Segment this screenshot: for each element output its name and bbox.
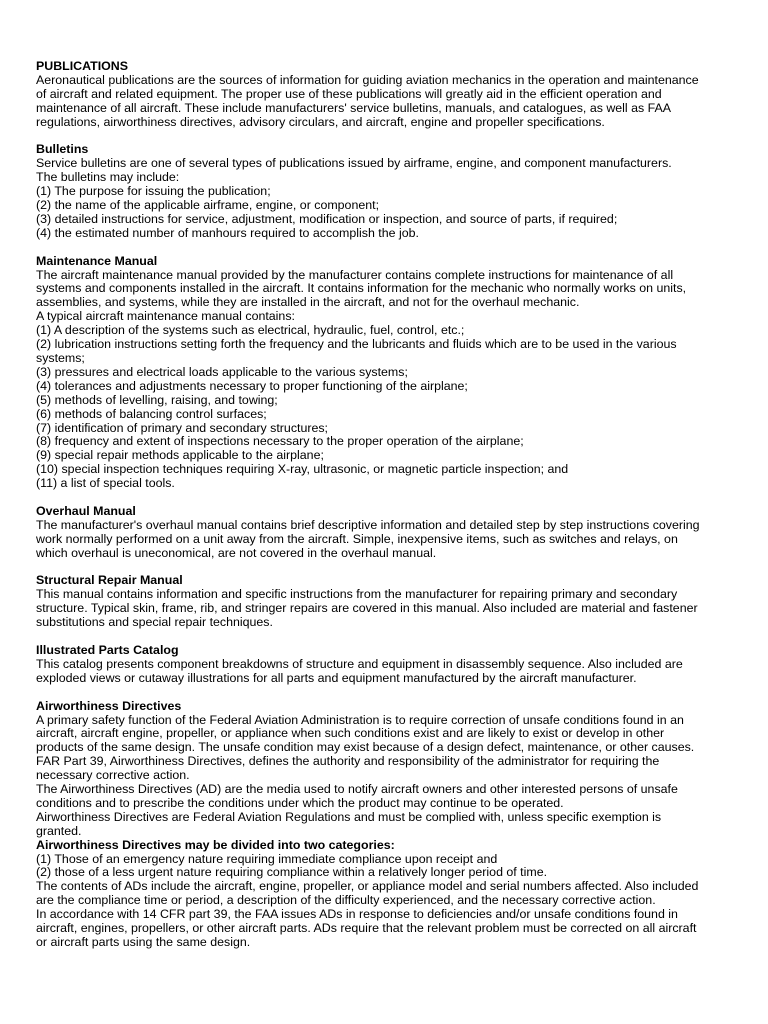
- list-item: (6) methods of balancing control surfaces;: [36, 406, 267, 421]
- body-line: granted.: [36, 823, 82, 838]
- body-line: In accordance with 14 CFR part 39, the FAA issues ADs in response to deficiencies and/or unsafe conditions found in: [36, 907, 678, 922]
- section-illustrated-parts-catalog: [36, 644, 736, 686]
- body-line: maintenance of all aircraft. These include manufacturers' service bulletins, manuals, and catalogues, as well as FAA: [36, 100, 672, 115]
- body-line: which overhaul is uneconomical, are not covered in the overhaul manual.: [36, 545, 437, 560]
- body-line: Airworthiness Directives are Federal Aviation Regulations and must be complied with, unless specific exemption is: [36, 809, 662, 824]
- body-line: regulations, airworthiness directives, advisory circulars, and aircraft, engine and propeller specifications.: [36, 114, 605, 129]
- section-heading: PUBLICATIONS: [36, 59, 129, 73]
- body-line: Service bulletins are one of several types of publications issued by airframe, engine, and component manufacturers.: [36, 156, 672, 171]
- body-line: The manufacturer's overhaul manual contains brief descriptive information and detailed step by step instructions covering: [36, 517, 700, 532]
- list-item: (10) special inspection techniques requiring X-ray, ultrasonic, or magnetic particle inspection; and: [36, 462, 569, 477]
- body-line: exploded views or cutaway illustrations for all parts and equipment manufactured by the aircraft manufacturer.: [36, 670, 637, 685]
- section-heading: Airworthiness Directives: [36, 698, 182, 713]
- body-line: work normally performed on a unit away from the aircraft. Simple, inexpensive items, such as switches and relays, on: [36, 531, 678, 546]
- body-line: conditions and to prescribe the conditions under which the product may continue to be operated.: [36, 795, 564, 810]
- body-line: are the compliance time or period, a description of the difficulty experienced, and the necessary corrective action.: [36, 893, 656, 908]
- body-line: aircraft, engines, propellers, or other aircraft parts. ADs require that the relevant problem must be corrected on all aircraft: [36, 921, 697, 936]
- section-publications: [36, 60, 736, 130]
- list-item: (2) the name of the applicable airframe, engine, or component;: [36, 198, 380, 213]
- body-line: systems and components installed in the aircraft. It contains information for the mechanic who normally works on units,: [36, 281, 687, 296]
- section-airworthiness-directives: [36, 700, 736, 950]
- body-line: A typical aircraft maintenance manual contains:: [36, 309, 295, 324]
- list-item: (2) lubrication instructions setting forth the frequency and the lubricants and fluids which are to be used in the various: [36, 337, 677, 352]
- list-item: (1) A description of the systems such as electrical, hydraulic, fuel, control, etc.;: [36, 323, 465, 338]
- body-line: structure. Typical skin, frame, rib, and stringer repairs are covered in this manual. Also included are material and fastener: [36, 601, 698, 616]
- body-line: A primary safety function of the Federal Aviation Administration is to require correction of unsafe conditions found in an: [36, 712, 684, 727]
- list-item: (3) detailed instructions for service, adjustment, modification or inspection, and source of parts, if required;: [36, 211, 618, 226]
- section-heading: Overhaul Manual: [36, 503, 136, 518]
- document-page: [36, 60, 736, 950]
- section-bulletins: [36, 143, 736, 240]
- section-maintenance-manual: [36, 255, 736, 491]
- body-line: The contents of ADs include the aircraft, engine, propeller, or appliance model and serial numbers affected. Also included: [36, 879, 699, 894]
- body-line: products of the same design. The unsafe condition may exist because of a design defect, maintenance, or other causes.: [36, 740, 695, 755]
- list-item: (4) tolerances and adjustments necessary to proper functioning of the airplane;: [36, 378, 468, 393]
- section-heading: Structural Repair Manual: [36, 573, 183, 588]
- body-line: This catalog presents component breakdowns of structure and equipment in disassembly sequence. Also included are: [36, 656, 683, 671]
- list-item: (11) a list of special tools.: [36, 476, 175, 491]
- body-line: necessary corrective action.: [36, 768, 190, 783]
- categories-subheading: Airworthiness Directives may be divided into two categories:: [36, 837, 395, 852]
- list-item: (4) the estimated number of manhours required to accomplish the job.: [36, 225, 419, 240]
- list-item: (7) identification of primary and secondary structures;: [36, 420, 328, 435]
- body-line: The aircraft maintenance manual provided by the manufacturer contains complete instructions for maintenance of all: [36, 267, 674, 282]
- body-line: The Airworthiness Directives (AD) are the media used to notify aircraft owners and other interested persons of unsafe: [36, 782, 678, 797]
- list-item: (8) frequency and extent of inspections necessary to the proper operation of the airplane;: [36, 434, 524, 449]
- body-line: aircraft, aircraft engine, propeller, or appliance when such conditions exist and are likely to exist or develop in other: [36, 726, 665, 741]
- section-heading: Bulletins: [36, 142, 89, 157]
- list-item: (2) those of a less urgent nature requiring compliance within a relatively longer period of time.: [36, 865, 548, 880]
- list-item: (1) The purpose for issuing the publication;: [36, 184, 271, 199]
- section-overhaul-manual: [36, 505, 736, 561]
- body-line: The bulletins may include:: [36, 170, 180, 185]
- list-item: (1) Those of an emergency nature requiring immediate compliance upon receipt and: [36, 851, 498, 866]
- section-structural-repair-manual: [36, 574, 736, 630]
- list-item: (5) methods of levelling, raising, and towing;: [36, 392, 278, 407]
- body-line: of aircraft and related equipment. The proper use of these publications will greatly aid in the efficient operation and: [36, 86, 662, 101]
- body-line: substitutions and special repair techniques.: [36, 615, 273, 630]
- list-item: (3) pressures and electrical loads applicable to the various systems;: [36, 364, 408, 379]
- section-heading: Maintenance Manual: [36, 253, 158, 268]
- body-line: This manual contains information and specific instructions from the manufacturer for repairing primary and secondary: [36, 587, 678, 602]
- list-item: (9) special repair methods applicable to the airplane;: [36, 448, 324, 463]
- body-line: FAR Part 39, Airworthiness Directives, defines the authority and responsibility of the administrator for requiring the: [36, 754, 660, 769]
- body-line: Aeronautical publications are the sources of information for guiding aviation mechanics in the operation and maintenance: [36, 72, 699, 87]
- section-heading: Illustrated Parts Catalog: [36, 642, 179, 657]
- body-line: or aircraft parts using the same design.: [36, 935, 251, 949]
- body-line: assemblies, and systems, while they are installed in the aircraft, and not for the overhaul mechanic.: [36, 295, 580, 310]
- list-item: systems;: [36, 351, 85, 365]
